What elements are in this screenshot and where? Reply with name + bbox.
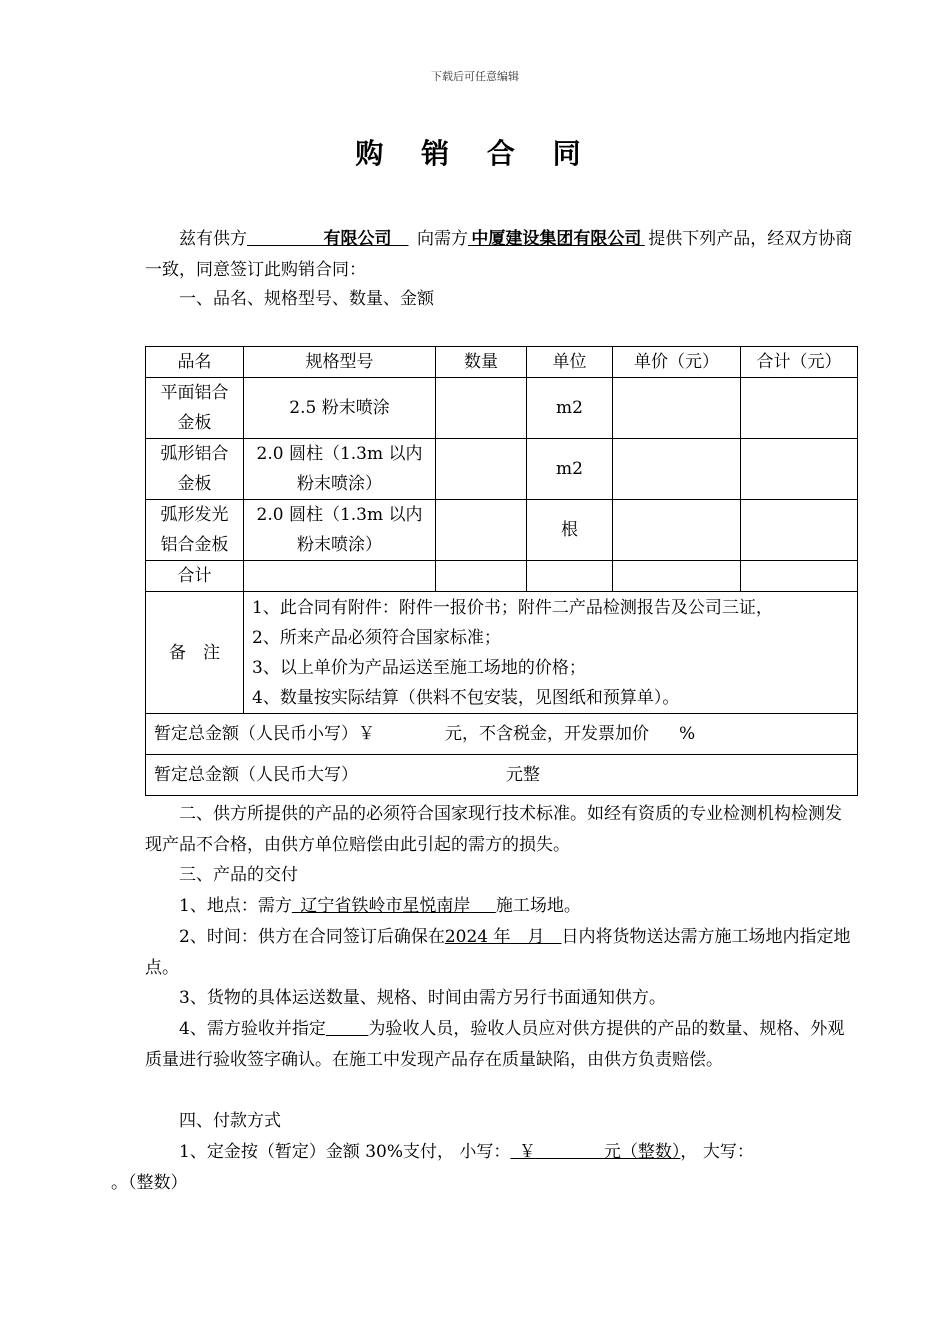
remark-item: 2、所来产品必须符合国家标准； [252,627,501,648]
product-name: 弧形铝合 金板 [146,439,244,500]
delivery-date: 2024 年 月 [444,927,545,947]
section-4-heading: 四、付款方式 [179,1111,281,1131]
page-title: 购 销 合 同 [355,137,595,170]
intro-paragraph [145,224,857,286]
unit-price-cell [613,500,741,561]
subtotal-cell [741,378,858,439]
col-header: 单价（元） [613,347,741,378]
col-header: 单位 [527,347,613,378]
total-amount-big: 暂定总金额（人民币大写） 元整 [146,755,858,796]
remarks-label: 备 注 [146,592,244,714]
inspector-blank [326,1019,369,1039]
product-spec: 2.5 粉末喷涂 [244,378,436,439]
total-big-row [146,755,858,796]
section-3-heading: 三、产品的交付 [179,865,298,885]
supplier-name: 有限公司 [323,229,392,249]
unit-price-cell [613,439,741,500]
product-name: 平面铝合 金板 [146,378,244,439]
table-row [146,500,858,561]
intro-text-3: 提供下列产品，经双方协商一致，同意签订此购销合同： [145,229,853,280]
quantity-cell [436,439,527,500]
goods-table [145,346,858,796]
table-row [146,378,858,439]
col-header: 合计（元） [741,347,858,378]
total-label: 合计 [146,561,244,592]
delivery-time: 2、时间：供方在合同签订后确保在2024 年 月 日内将货物送达需方施工场地内指定地点。 [145,927,851,978]
payment-clause: 1、定金按（暂定）金额 30%支付， 小写： ￥ 元（整数）， 大写： 。（整数） [111,1142,754,1193]
acceptance-clause: 4、需方验收并指定 为验收人员，验收人员应对供方提供的产品的数量、规格、外观质量进行验收签字确认。在施工中发现产品存在质量缺陷，由供方负责赔偿。 [145,1019,845,1070]
delivery-place: 1、地点：需方 辽宁省铁岭市星悦南岸 施工场地。 [179,896,581,916]
table-row [146,439,858,500]
product-spec: 2.0 圆柱（1.3m 以内 粉末喷涂） [244,500,436,561]
subtotal-cell [741,439,858,500]
delivery-address: 辽宁省铁岭市星悦南岸 [300,896,471,916]
quantity-cell [436,500,527,561]
unit-cell: 根 [527,500,613,561]
intro-text-1: 兹有供方 [179,229,247,249]
buyer-name: 中厦建设集团有限公司 [471,229,642,249]
remark-item: 3、以上单价为产品运送至施工场地的价格； [252,657,586,678]
total-small-row [146,714,858,755]
header-note: 下载后可任意编辑 [431,70,519,83]
col-header: 规格型号 [244,347,436,378]
remarks-row [146,592,858,714]
total-row [146,561,858,592]
unit-cell: m2 [527,439,613,500]
subtotal-cell [741,500,858,561]
remark-item: 1、此合同有附件：附件一报价书；附件二产品检测报告及公司三证， [252,597,773,618]
unit-price-cell [613,378,741,439]
delivery-notice: 3、货物的具体运送数量、规格、时间由需方另行书面通知供方。 [179,988,666,1008]
remarks-list [244,592,858,714]
unit-cell: m2 [527,378,613,439]
total-amount-small: 暂定总金额（人民币小写）￥ 元，不含税金，开发票加价 % [146,714,858,755]
section-1-heading: 一、品名、规格型号、数量、金额 [179,289,434,309]
deposit-amount: ￥ 元（整数） [518,1142,681,1162]
quantity-cell [436,378,527,439]
section-2-text: 二、供方所提供的产品的必须符合国家现行技术标准。如经有资质的专业检测机构检测发现产品不合格，由供方单位赔偿由此引起的需方的损失。 [145,804,842,855]
col-header: 数量 [436,347,527,378]
product-spec: 2.0 圆柱（1.3m 以内 粉末喷涂） [244,439,436,500]
table-header-row [146,347,858,378]
product-name: 弧形发光 铝合金板 [146,500,244,561]
intro-text-2: 向需方 [417,229,468,249]
col-header: 品名 [146,347,244,378]
remark-item: 4、数量按实际结算（供料不包安装，见图纸和预算单）。 [252,687,680,708]
